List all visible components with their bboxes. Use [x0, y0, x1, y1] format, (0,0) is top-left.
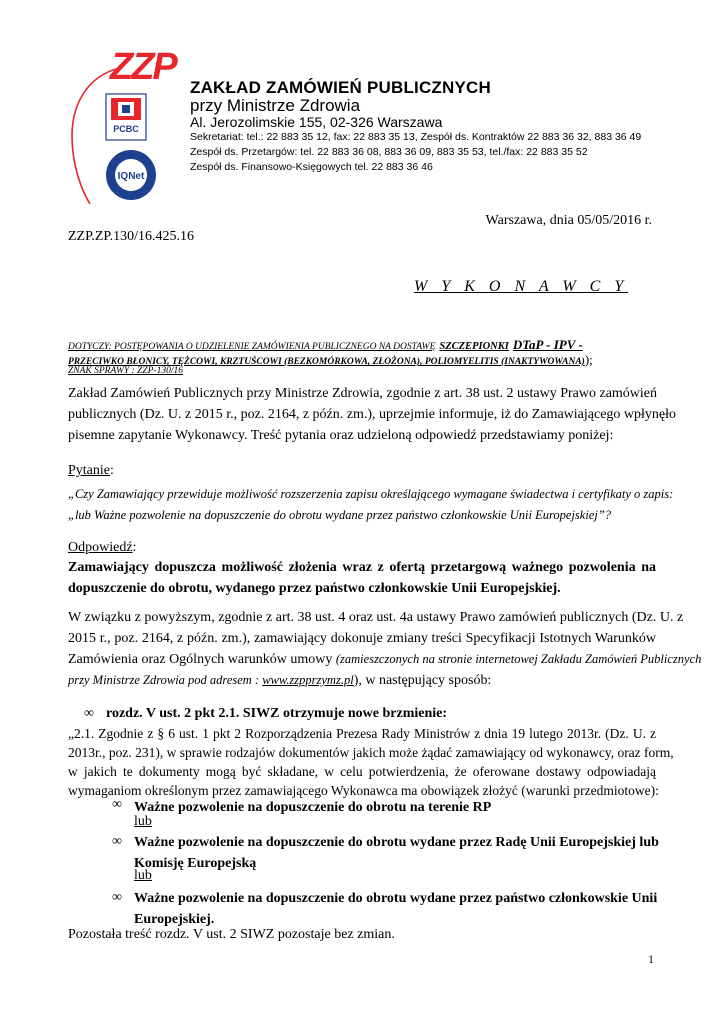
text-line: dopuszczenie do obrotu, wydanego przez państwo członkowskie Unii Europejskiej. — [68, 581, 561, 596]
bullet-marker: ∞ — [112, 834, 122, 849]
bullet-marker: ∞ — [112, 797, 122, 812]
institution-name: ZAKŁAD ZAMÓWIEŃ PUBLICZNYCH — [190, 78, 491, 97]
subject-product: PRZECIWKO BŁONICY, TĘŻCOWI, KRZTUŚCOWI (BEZKOMÓRKOWA, ZŁOŻONA), POLIOMYELITIS (INAKTYWOWANA) — [68, 357, 585, 367]
text-segment: przy Ministrze Zdrowia pod adresem : — [68, 673, 263, 687]
intro-paragraph — [68, 383, 677, 446]
case-number: ZNAK SPRAWY : ZZP-130/16 — [68, 366, 183, 376]
pcbc-certificate-badge — [98, 90, 154, 146]
bullet-item — [134, 797, 656, 818]
text-line: Ważne pozwolenie na dopuszczenie do obrotu wydane przez państwo członkowskie Unii — [134, 891, 658, 906]
bullet-marker: ∞ — [84, 706, 94, 721]
text-line: Europejskiej. — [134, 912, 215, 927]
subject-bold-2: DTaP - IPV - — [512, 337, 583, 352]
text-line — [68, 670, 656, 691]
text-line: „2.1. Zgodnie z § 6 ust. 1 pkt 2 Rozporządzenia Prezesa Rady Ministrów z dnia 19 lutego 2013r. (Dz. U. z — [68, 726, 656, 741]
text-line: pisemne zapytanie Wykonawcy. Treść pytania oraz udzieloną odpowiedź przedstawiamy poniżej: — [68, 428, 614, 443]
text-segment: (zamieszczonych na stronie internetowej Zakładu Zamówień Publicznych — [335, 652, 702, 666]
svg-text:ZZP: ZZP — [110, 46, 176, 86]
question-text — [68, 484, 674, 526]
text-line: W związku z powyższym, zgodnie z art. 38 ust. 4 oraz ust. 4a ustawy Prawo zamówień publicznych (Dz. U. z — [68, 610, 684, 625]
subject-end: ); — [584, 352, 593, 367]
text-line: w jakich te dokumenty mogą być składane, w celu potwierdzenia, że oferowane dostawy odpowiadają — [68, 764, 656, 779]
answer-label-suffix: : — [132, 540, 137, 555]
addressee: W Y K O N A W C Y — [414, 278, 629, 295]
text-line: wymaganiom określonym przez zamawiającego Wykonawca ma obowiązek złożyć (warunki przedmiotowe): — [68, 783, 659, 798]
section-text — [68, 724, 674, 800]
answer-label-text: Odpowiedź — [68, 540, 133, 555]
text-line: „lub Ważne pozwolenie na dopuszczenie do obrotu wydane przez państwo członkowskie Unii Europejskiej”? — [68, 508, 612, 522]
text-segment: ), w następujący sposób: — [353, 673, 492, 688]
svg-text:PCBC: PCBC — [113, 124, 139, 134]
contact-line: Zespół ds. Finansowo-Księgowych tel. 22 883 36 46 — [190, 161, 433, 173]
text-line: publicznych (Dz. U. z 2015 r., poz. 2164, z późn. zm.), uprzejmie informuje, iż do Zamawiającego wpłynęło — [68, 407, 677, 422]
question-label-suffix: : — [110, 463, 114, 478]
zzp-logo — [108, 46, 194, 86]
connector-lub: lub — [134, 814, 152, 829]
text-line: Ważne pozwolenie na dopuszczenie do obrotu wydane przez Radę Unii Europejskiej lub — [134, 835, 659, 850]
answer-text — [68, 557, 656, 599]
contact-line: Sekretariat: tel.: 22 883 35 12, fax: 22 883 35 13, Zespół ds. Kontraktów 22 883 36 32, 883 36 49 — [190, 131, 642, 143]
subject-bold-1: SZCZEPIONKI — [439, 341, 509, 352]
bullet-item — [134, 888, 656, 930]
bullet-marker: ∞ — [112, 890, 122, 905]
text-line: Komisję Europejską — [134, 856, 257, 871]
text-line: Ważne pozwolenie na dopuszczenie do obrotu na terenie RP — [134, 800, 492, 815]
letter-date: Warszawa, dnia 05/05/2016 r. — [485, 213, 652, 228]
closing-note: Pozostała treść rozdz. V ust. 2 SIWZ pozostaje bez zmian. — [68, 927, 395, 942]
text-segment: Zamówienia oraz Ogólnych warunków umowy — [68, 652, 336, 667]
text-line: Zakład Zamówień Publicznych przy Ministrze Zdrowia, zgodnie z art. 38 ust. 2 ustawy Prawo zamówień — [68, 386, 658, 401]
svg-text:IQNet: IQNet — [117, 171, 145, 182]
reference-number: ZZP.ZP.130/16.425.16 — [68, 229, 195, 244]
iqnet-certificate-badge — [104, 148, 158, 202]
subject-prefix: DOTYCZY: POSTĘPOWANIA O UDZIELENIE ZAMÓWIENIA PUBLICZNEGO NA DOSTAWĘ — [68, 342, 436, 352]
answer-label — [68, 540, 136, 556]
bullet-item — [134, 832, 659, 874]
contact-line: Zespół ds. Przetargów: tel. 22 883 36 08, 883 36 09, 883 35 53, tel./fax: 22 883 35 52 — [190, 146, 588, 158]
institution-address: Al. Jerozolimskie 155, 02-326 Warszawa — [190, 114, 443, 130]
connector-lub: lub — [134, 868, 152, 883]
section-heading — [84, 706, 447, 722]
website-link[interactable]: www.zzpprzymz.pl — [262, 673, 354, 687]
text-line: „Czy Zamawiający przewiduje możliwość rozszerzenia zapisu określającego wymagane świadectwa i certyfikaty o zapis: — [68, 487, 674, 501]
institution-subtitle: przy Ministrze Zdrowia — [190, 96, 361, 115]
change-paragraph — [68, 607, 702, 691]
text-line — [68, 649, 702, 670]
page-number: 1 — [648, 952, 654, 966]
text-line: 2015 r., poz. 2164, z późn. zm.), zamawiający dokonuje zmiany treści Specyfikacji Istotnych Warunków — [68, 631, 656, 646]
text-line: Zamawiający dopuszcza możliwość złożenia wraz z ofertą przetargową ważnego pozwolenia na — [68, 560, 656, 575]
question-label-text: Pytanie — [68, 463, 110, 478]
section-heading-text: rozdz. V ust. 2 pkt 2.1. SIWZ otrzymuje nowe brzmienie: — [105, 706, 448, 721]
question-label — [68, 463, 114, 479]
text-line: 2013r., poz. 231), w sprawie rodzajów dokumentów jakich może żądać zamawiający od wykonawcy, oraz form, — [68, 745, 674, 760]
